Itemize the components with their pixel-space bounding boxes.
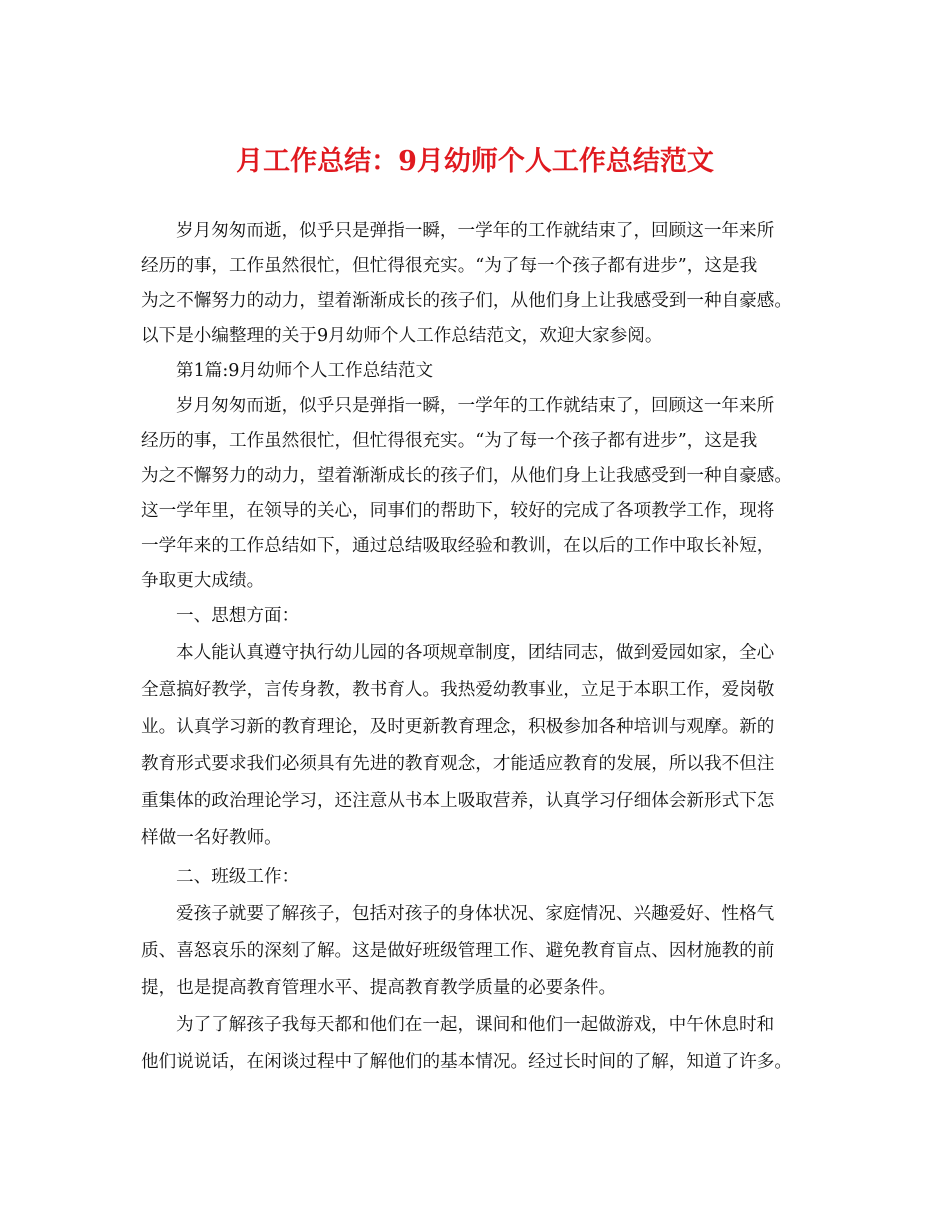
paragraph-line: 以下是小编整理的关于9月幼师个人工作总结范文，欢迎大家参阅。 (141, 326, 663, 346)
paragraph-line: 为之不懈努力的动力，望着渐渐成长的孩子们，从他们身上让我感受到一种自豪感。 (141, 291, 792, 311)
paragraph-line: 爱孩子就要了解孩子，包括对孩子的身体状况、家庭情况、兴趣爱好、性格气 (176, 904, 775, 924)
paragraph-line: 全意搞好教学，言传身教，教书育人。我热爱幼教事业，立足于本职工作，爱岗敬 (141, 680, 775, 700)
paragraph-line: 重集体的政治理论学习，还注意从书本上吸取营养，认真学习仔细体会新形式下怎 (141, 791, 775, 811)
paragraph-line: 岁月匆匆而逝，似乎只是弹指一瞬，一学年的工作就结束了，回顾这一年来所 (176, 396, 775, 416)
paragraph-line: 教育形式要求我们必须具有先进的教育观念，才能适应教育的发展，所以我不但注 (141, 754, 775, 774)
paragraph-line: 这一学年里，在领导的关心，同事们的帮助下，较好的完成了各项教学工作，现将 (141, 501, 775, 521)
paragraph-line: 经历的事，工作虽然很忙，但忙得很充实。“为了每一个孩子都有进步”，这是我 (141, 256, 758, 276)
paragraph-line: 争取更大成绩。 (141, 571, 265, 591)
paragraph-line: 一学年来的工作总结如下，通过总结吸取经验和教训，在以后的工作中取长补短， (141, 536, 775, 556)
document-title: 月工作总结：9月幼师个人工作总结范文 (236, 146, 714, 177)
section-heading: 一、思想方面： (176, 606, 300, 626)
paragraph-line: 本人能认真遵守执行幼儿园的各项规章制度，团结同志，做到爱园如家，全心 (176, 643, 775, 663)
paragraph-line: 岁月匆匆而逝，似乎只是弹指一瞬，一学年的工作就结束了，回顾这一年来所 (176, 221, 775, 241)
paragraph-line: 业。认真学习新的教育理论，及时更新教育理念，积极参加各种培训与观摩。新的 (141, 717, 775, 737)
paragraph-line: 为之不懈努力的动力，望着渐渐成长的孩子们，从他们身上让我感受到一种自豪感。 (141, 466, 792, 486)
paragraph-line: 质、喜怒哀乐的深刻了解。这是做好班级管理工作、避免教育盲点、因材施教的前 (141, 941, 775, 961)
paragraph-line: 为了了解孩子我每天都和他们在一起，课间和他们一起做游戏，中午休息时和 (176, 1015, 775, 1035)
section-heading: 二、班级工作： (176, 867, 300, 887)
paragraph-line: 经历的事，工作虽然很忙，但忙得很充实。“为了每一个孩子都有进步”，这是我 (141, 431, 758, 451)
paragraph-line: 他们说说话，在闲谈过程中了解他们的基本情况。经过长时间的了解，知道了许多。 (141, 1052, 792, 1072)
section-heading: 第1篇:9月幼师个人工作总结范文 (176, 361, 434, 381)
paragraph-line: 提，也是提高教育管理水平、提高教育教学质量的必要条件。 (141, 978, 617, 998)
paragraph-line: 样做一名好教师。 (141, 828, 282, 848)
